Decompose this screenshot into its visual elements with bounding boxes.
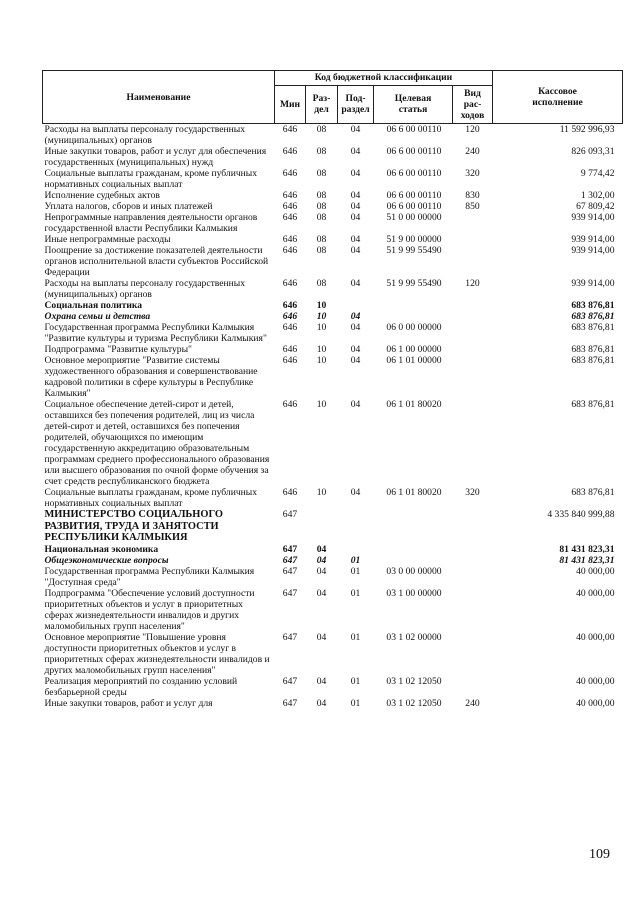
cell-sum: 81 431 823,31 (559, 543, 615, 555)
page-number: 109 (589, 847, 610, 862)
cell-name: Социальные выплаты гражданам, кроме публичных нормативных социальных выплат (44, 487, 258, 509)
cell-sum: 67 809,42 (576, 201, 615, 212)
cell-vid (453, 322, 493, 344)
cell-min: 646 (282, 278, 298, 289)
cell-name: Социальное обеспечение детей-сирот и детей, оставшихся без попечения родителей, лиц из числа детей-сирот и детей, оставшихся без попечения родителей, обучающихся по имеющим государственную аккредитацию образовательным программам среднего профессионального образования или высшего образования по очной форме обучения за счет средств республиканского бюджета (44, 399, 270, 487)
cell-name: Социальные выплаты гражданам, кроме публичных нормативных социальных выплат (44, 168, 258, 190)
table-row (43, 311, 623, 322)
cell-celevaya: 03 0 00 00000 (386, 565, 442, 577)
cell-celevaya: 06 6 00 00110 (386, 168, 442, 179)
header-podrazdel: Под- раздел (338, 85, 374, 123)
cell-vid: 320 (465, 487, 480, 498)
cell-min: 646 (282, 212, 298, 223)
cell-celevaya: 51 9 99 55490 (386, 278, 442, 289)
cell-celevaya: 06 1 01 80020 (386, 399, 442, 410)
cell-vid (453, 566, 493, 588)
cell-name: Основное мероприятие "Развитие системы художественного образования и совершенствование кадровой политики в сфере культуры в Республике Калмыкия" (44, 355, 258, 399)
cell-name: Непрограммные направления деятельности органов государственной власти Республики Калмыкия (44, 212, 258, 234)
cell-celevaya: 51 9 00 00000 (386, 234, 442, 245)
table-row (43, 555, 623, 566)
cell-razdel: 04 (316, 631, 327, 643)
table-row (43, 234, 623, 245)
cell-podrazdel: 04 (350, 311, 361, 322)
table-row (43, 300, 623, 311)
cell-razdel: 08 (316, 124, 327, 135)
cell-min: 646 (282, 234, 298, 245)
cell-min: 646 (282, 322, 298, 333)
cell-min: 647 (282, 509, 298, 520)
cell-vid (453, 311, 493, 322)
cell-razdel: 04 (316, 543, 327, 555)
cell-vid: 320 (465, 168, 480, 179)
cell-min: 646 (282, 487, 298, 498)
cell-sum: 826 093,31 (571, 146, 615, 157)
cell-min: 646 (282, 344, 298, 355)
cell-vid (453, 588, 493, 632)
header-sum: Кассовое исполнение (493, 71, 623, 124)
cell-min: 647 (282, 554, 298, 566)
cell-vid (453, 676, 493, 698)
table-header (43, 71, 623, 124)
cell-celevaya: 06 1 01 00000 (386, 355, 442, 366)
table-row (43, 245, 623, 278)
cell-sum: 939 914,00 (571, 245, 615, 256)
table-body (43, 124, 623, 709)
cell-sum: 683 876,81 (571, 487, 615, 498)
table-row (43, 146, 623, 168)
cell-podrazdel: 04 (350, 399, 361, 410)
cell-celevaya: 06 0 00 00000 (386, 322, 442, 333)
cell-sum: 939 914,00 (571, 278, 615, 289)
cell-min: 646 (282, 300, 298, 311)
cell-name: Подпрограмма "Развитие культуры" (44, 344, 192, 355)
cell-sum: 40 000,00 (576, 631, 615, 643)
budget-table-sheet (42, 70, 622, 709)
cell-name: Основное мероприятие "Повышение уровня доступности приоритетных объектов и услуг в приоритетных сферах жизнедеятельности инвалидов и других маломобильных групп населения" (44, 631, 270, 676)
cell-min: 646 (282, 355, 298, 366)
cell-name: МИНИСТЕРСТВО СОЦИАЛЬНОГО РАЗВИТИЯ, ТРУДА И ЗАНЯТОСТИ РЕСПУБЛИКИ КАЛМЫКИЯ (44, 509, 223, 543)
cell-razdel: 08 (316, 245, 327, 256)
cell-podrazdel: 04 (350, 146, 361, 157)
cell-vid (453, 234, 493, 245)
cell-name: Национальная экономика (44, 543, 159, 555)
cell-min: 647 (282, 543, 298, 555)
table-row (43, 566, 623, 588)
cell-celevaya: 51 9 99 55490 (386, 245, 442, 256)
table-row (43, 509, 623, 544)
table-row (43, 676, 623, 698)
table-row (43, 588, 623, 632)
cell-sum: 81 431 823,31 (559, 554, 615, 566)
cell-min: 646 (282, 124, 298, 135)
cell-name: Подпрограмма "Обеспечение условий доступности приоритетных объектов и услуг в приоритетных сферах жизнедеятельности инвалидов и других маломобильных групп населения" (44, 587, 255, 632)
table-row (43, 344, 623, 355)
cell-celevaya: 06 1 00 00000 (386, 344, 442, 355)
cell-vid (453, 355, 493, 399)
cell-celevaya: 06 6 00 00110 (386, 190, 442, 201)
cell-sum: 11 592 996,93 (559, 124, 615, 135)
header-kbk: Код бюджетной классификации (275, 71, 493, 86)
cell-sum: 4 335 840 999,88 (547, 509, 615, 520)
cell-sum: 683 876,81 (571, 322, 615, 333)
cell-name: Государственная программа Республики Калмыкия "Доступная среда" (44, 565, 255, 588)
header-vid: Вид рас- ходов (453, 85, 493, 123)
cell-podrazdel: 04 (350, 190, 361, 201)
cell-razdel (306, 509, 338, 544)
table-row (43, 168, 623, 190)
table-row (43, 487, 623, 509)
cell-vid (453, 399, 493, 487)
cell-razdel: 08 (316, 201, 327, 212)
cell-min: 646 (282, 168, 298, 179)
cell-razdel: 10 (316, 399, 327, 410)
cell-name: Иные закупки товаров, работ и услуг для (44, 697, 213, 709)
cell-razdel: 10 (316, 300, 327, 311)
cell-sum: 40 000,00 (576, 697, 615, 709)
cell-sum: 1 302,00 (580, 190, 615, 201)
cell-celevaya: 03 1 02 12050 (386, 675, 442, 687)
cell-podrazdel: 04 (350, 322, 361, 333)
cell-razdel: 04 (316, 554, 327, 566)
cell-podrazdel: 04 (350, 234, 361, 245)
cell-min: 646 (282, 190, 298, 201)
cell-podrazdel: 04 (350, 168, 361, 179)
cell-name: Социальная политика (44, 300, 143, 311)
table-row (43, 698, 623, 709)
cell-podrazdel: 01 (350, 675, 361, 687)
cell-vid (453, 245, 493, 278)
cell-razdel: 08 (316, 212, 327, 223)
cell-sum: 683 876,81 (571, 344, 615, 355)
cell-podrazdel: 04 (350, 201, 361, 212)
cell-razdel: 04 (316, 675, 327, 687)
table-row (43, 632, 623, 676)
cell-razdel: 10 (316, 487, 327, 498)
cell-podrazdel: 01 (350, 587, 361, 599)
cell-name: Охрана семьи и детства (44, 311, 151, 322)
cell-celevaya: 03 1 00 00000 (386, 587, 442, 599)
cell-vid (453, 212, 493, 234)
cell-min: 647 (282, 565, 298, 577)
table-row (43, 124, 623, 147)
cell-razdel: 10 (316, 322, 327, 333)
cell-name: Государственная программа Республики Калмыкия "Развитие культуры и туризма Республики Калмыкия" (44, 322, 267, 344)
cell-min: 646 (282, 201, 298, 212)
cell-razdel: 08 (316, 190, 327, 201)
cell-name: Расходы на выплаты персоналу государственных (муниципальных) органов (44, 124, 246, 146)
cell-vid (453, 632, 493, 676)
cell-name: Общеэкономические вопросы (44, 554, 169, 566)
cell-razdel: 10 (316, 344, 327, 355)
cell-podrazdel: 01 (350, 631, 361, 643)
header-name: Наименование (43, 71, 275, 124)
cell-podrazdel (338, 300, 374, 311)
header-celevaya: Целевая статья (374, 85, 453, 123)
cell-sum: 40 000,00 (576, 587, 615, 599)
cell-vid: 830 (465, 190, 480, 201)
cell-vid (453, 344, 493, 355)
cell-razdel: 08 (316, 168, 327, 179)
cell-razdel: 04 (316, 697, 327, 709)
cell-razdel: 08 (316, 234, 327, 245)
cell-min: 646 (282, 146, 298, 157)
cell-min: 647 (282, 697, 298, 709)
table-row (43, 544, 623, 555)
cell-min: 646 (282, 311, 298, 322)
cell-sum: 683 876,81 (571, 399, 615, 410)
table-row (43, 190, 623, 201)
cell-vid: 850 (465, 201, 480, 212)
cell-vid: 240 (465, 146, 480, 157)
cell-sum: 683 876,81 (571, 355, 615, 366)
cell-name: Исполнение судебных актов (44, 190, 160, 201)
cell-celevaya: 03 1 02 12050 (386, 697, 442, 709)
cell-podrazdel: 04 (350, 278, 361, 289)
table-row (43, 399, 623, 487)
cell-sum: 683 876,81 (571, 300, 615, 311)
cell-name: Иные закупки товаров, работ и услуг для обеспечения государственных (муниципальных) нужд (44, 146, 267, 168)
cell-vid (453, 509, 493, 544)
cell-vid (453, 544, 493, 555)
cell-razdel: 04 (316, 565, 327, 577)
cell-min: 647 (282, 587, 298, 599)
cell-celevaya (374, 544, 453, 555)
cell-razdel: 10 (316, 311, 327, 322)
cell-min: 646 (282, 245, 298, 256)
cell-podrazdel: 01 (350, 554, 361, 566)
cell-sum: 40 000,00 (576, 565, 615, 577)
cell-podrazdel: 04 (350, 212, 361, 223)
cell-razdel: 04 (316, 587, 327, 599)
cell-podrazdel: 01 (350, 565, 361, 577)
cell-vid (453, 555, 493, 566)
cell-vid (453, 300, 493, 311)
cell-podrazdel (338, 544, 374, 555)
cell-celevaya: 06 6 00 00110 (386, 146, 442, 157)
cell-razdel: 08 (316, 146, 327, 157)
cell-celevaya (374, 300, 453, 311)
cell-name: Реализация мероприятий по созданию условий безбарьерной среды (44, 675, 238, 698)
cell-sum: 939 914,00 (571, 212, 615, 223)
cell-celevaya: 06 6 00 00110 (386, 124, 442, 135)
cell-celevaya: 03 1 02 00000 (386, 631, 442, 643)
cell-sum: 40 000,00 (576, 675, 615, 687)
cell-sum: 9 774,42 (580, 168, 615, 179)
cell-podrazdel (338, 509, 374, 544)
cell-name: Расходы на выплаты персоналу государственных (муниципальных) органов (44, 278, 246, 300)
cell-sum: 939 914,00 (571, 234, 615, 245)
budget-table (42, 70, 623, 709)
cell-min: 647 (282, 675, 298, 687)
cell-celevaya (374, 509, 453, 544)
cell-podrazdel: 01 (350, 697, 361, 709)
cell-podrazdel: 04 (350, 124, 361, 135)
cell-podrazdel: 04 (350, 355, 361, 366)
cell-podrazdel: 04 (350, 487, 361, 498)
cell-name: Иные непрограммные расходы (44, 234, 171, 245)
cell-razdel: 10 (316, 355, 327, 366)
cell-sum: 683 876,81 (571, 311, 615, 322)
table-row (43, 322, 623, 344)
table-row (43, 355, 623, 399)
cell-celevaya: 06 1 01 80020 (386, 487, 442, 498)
cell-vid: 240 (465, 697, 480, 709)
cell-podrazdel: 04 (350, 344, 361, 355)
cell-celevaya: 06 6 00 00110 (386, 201, 442, 212)
cell-celevaya (374, 311, 453, 322)
cell-vid: 120 (465, 124, 480, 135)
table-row (43, 278, 623, 300)
cell-vid: 120 (465, 278, 480, 289)
cell-podrazdel: 04 (350, 245, 361, 256)
cell-razdel: 08 (316, 278, 327, 289)
table-row (43, 212, 623, 234)
cell-celevaya (374, 555, 453, 566)
header-razdel: Раз- дел (306, 85, 338, 123)
header-min: Мин (275, 85, 306, 123)
cell-min: 647 (282, 631, 298, 643)
cell-name: Уплата налогов, сборов и иных платежей (44, 201, 213, 212)
cell-name: Поощрение за достижение показателей деятельности органов исполнительной власти субъектов Российской Федерации (44, 245, 269, 278)
cell-celevaya: 51 0 00 00000 (386, 212, 442, 223)
cell-min: 646 (282, 399, 298, 410)
table-row (43, 201, 623, 212)
